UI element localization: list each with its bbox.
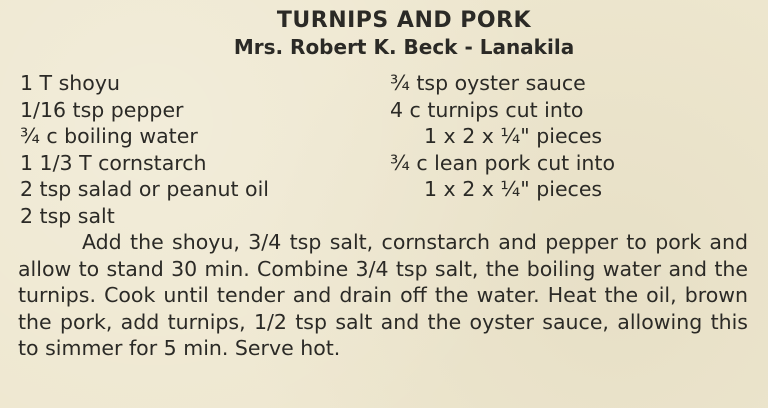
ingredient-item: 1 x 2 x ¼" pieces — [424, 124, 603, 148]
ingredients-right-column — [390, 70, 750, 229]
ingredient-item: 4 c turnips cut into — [390, 97, 584, 122]
ingredient-item: 1 x 2 x ¼" pieces — [424, 177, 603, 201]
recipe-directions: Add the shoyu, 3/4 tsp salt, cornstarch and pepper to pork and allow to stand 30 min. Combine 3/4 tsp salt, the boiling water and the turnips. Cook until tender and drain off the water. Heat the oil, brown the pork, add turnips, 1/2 tsp salt and the oyster sauce, allowing this to simmer for 5 min. Serve hot. — [18, 230, 748, 360]
ingredients-list — [18, 70, 750, 229]
ingredient-item: 2 tsp salad or peanut oil — [20, 177, 269, 201]
ingredient-item: 1 T shoyu — [20, 71, 120, 95]
recipe-title: TURNIPS AND PORK — [276, 8, 532, 33]
ingredient-item: ¾ c boiling water — [20, 124, 198, 148]
ingredient-item: ¾ tsp oyster sauce — [390, 71, 586, 95]
ingredient-item: 1 1/3 T cornstarch — [20, 150, 207, 175]
ingredient-item: 1/16 tsp pepper — [20, 97, 184, 122]
ingredient-item: 2 tsp salt — [20, 203, 115, 228]
recipe-author: Mrs. Robert K. Beck - Lanakila — [233, 35, 575, 59]
ingredient-item: ¾ c lean pork cut into — [390, 150, 616, 175]
ingredients-left-column — [18, 70, 390, 229]
